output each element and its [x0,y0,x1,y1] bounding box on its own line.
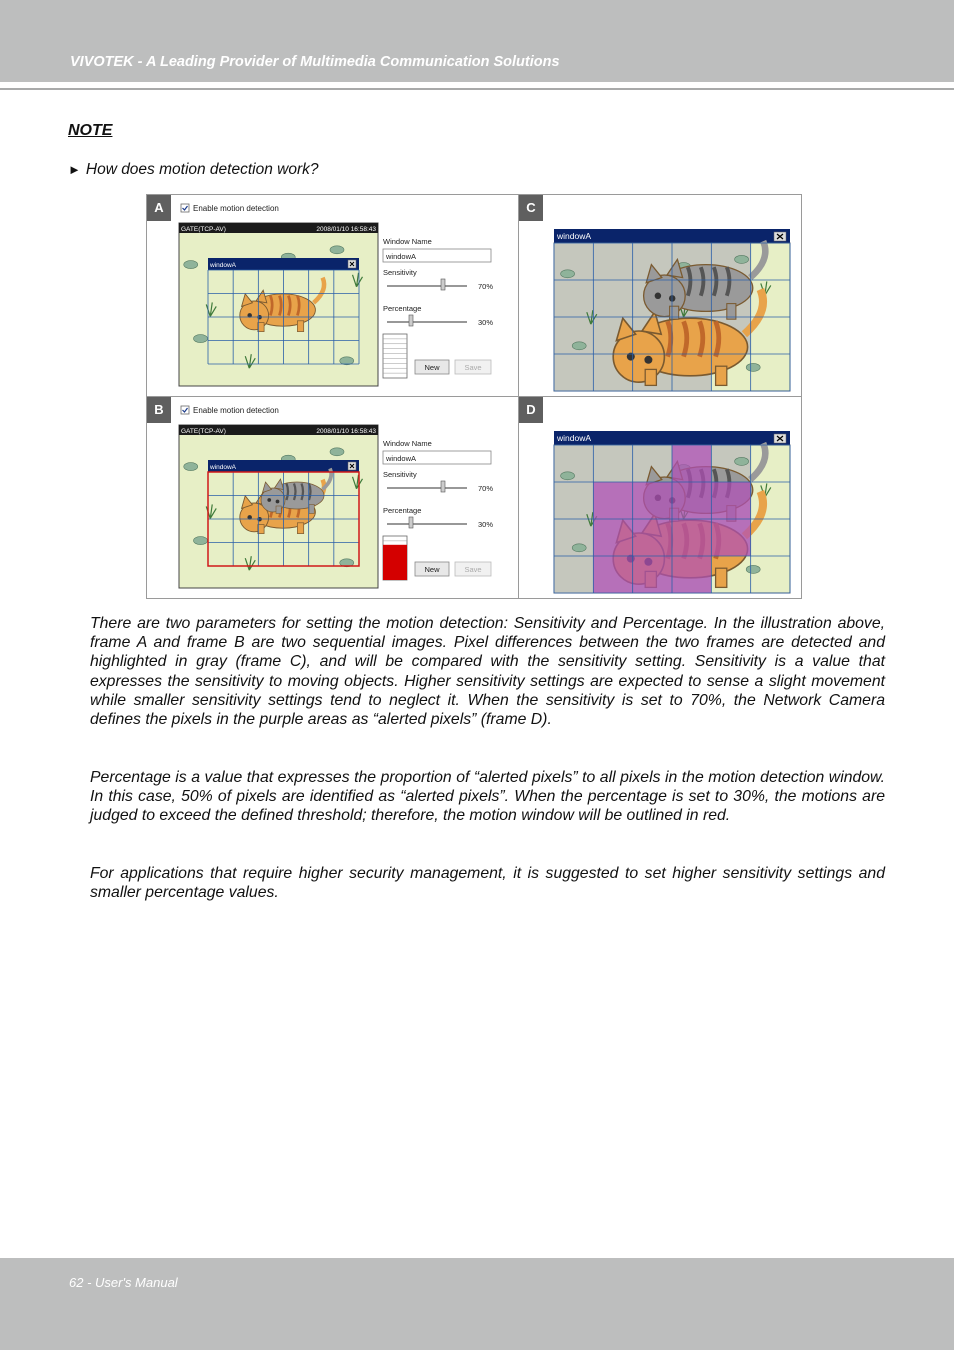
sensitivity-value: 70% [478,282,494,291]
window-caption: windowA [210,262,237,269]
motion-detection-figure [146,194,802,599]
question [68,161,319,179]
alerted-pixel-cell [672,445,711,482]
cat-eye [267,498,271,502]
panel-b-illustration [147,397,518,598]
note-heading: NOTE [68,122,113,139]
cat-leg [716,366,727,385]
cat-leg [645,369,656,385]
footer-band [0,1258,954,1350]
rock [746,363,760,371]
cat-leg [258,323,264,332]
enable-label: Enable motion detection [193,406,279,415]
rock [330,448,344,456]
sensitivity-value: 70% [478,484,494,493]
rock [340,357,354,365]
rock [572,342,586,350]
panel-d-illustration [519,397,801,598]
cat-leg [309,505,314,514]
slider-thumb-icon [441,481,445,492]
alerted-pixel-cell [672,482,711,519]
header-rule [0,88,954,90]
window-name-value: windowA [386,252,417,261]
rock [330,246,344,254]
gray-highlight-cell [554,280,593,317]
zoomed-window [554,229,790,391]
panel-c [519,195,801,396]
gray-highlight-cell [554,482,593,519]
screenshot-frame [179,406,378,588]
figure-divider [147,396,801,397]
rock [194,335,208,343]
window-name-value: windowA [386,454,417,463]
gray-highlight-cell [554,556,593,593]
slider-thumb-icon [409,315,413,326]
gray-highlight-cell [593,280,632,317]
control-panel [383,439,493,580]
save-button-label: Save [464,363,482,372]
screenshot-frame [179,204,378,386]
motion-meter [383,334,407,378]
panel-c-illustration [519,195,801,396]
arrow-icon: ► [68,162,81,177]
sensitivity-label: Sensitivity [383,268,417,277]
panel-tag: A [147,195,171,221]
panel-b [147,397,518,598]
gray-highlight-cell [554,354,593,391]
percentage-label: Percentage [383,304,422,313]
panel-tag: B [147,397,171,423]
slider-thumb-icon [441,279,445,290]
cat-leg [258,525,264,534]
window-caption: windowA [557,433,592,443]
zoomed-window [554,431,790,593]
stream-label: GATE(TCP-AV) [181,428,226,435]
alerted-pixel-cell [672,556,711,593]
slider-thumb-icon [409,517,413,528]
timestamp: 2008/01/10 16:58:43 [316,226,376,233]
rock [561,270,575,278]
new-button-label: New [424,565,440,574]
cat-leg [716,568,727,587]
rock [735,457,749,465]
panel-tag: D [519,397,543,423]
sensitivity-label: Sensitivity [383,470,417,479]
alerted-pixel-cell [593,482,632,519]
percentage-value: 30% [478,318,494,327]
checkbox-checked-icon [181,406,189,414]
alerted-pixel-cell [633,482,672,519]
meter-fill [383,545,407,580]
alerted-pixel-cell [711,519,750,556]
panel-a [147,195,518,396]
cat-eye [655,293,662,300]
gray-highlight-cell [593,243,632,280]
percentage-label: Percentage [383,506,422,515]
cat-eye [644,356,652,364]
paragraph: For applications that require higher security management, it is suggested to set higher sensitivity settings and smaller percentage values. [90,865,885,902]
alerted-pixel-cell [593,556,632,593]
window-name-label: Window Name [383,439,432,448]
alerted-pixel-cell [633,556,672,593]
alerted-pixel-cell [633,519,672,556]
alerted-pixel-cell [711,482,750,519]
window-caption: windowA [557,231,592,241]
rock [746,565,760,573]
alerted-pixel-cell [672,519,711,556]
cat-leg [276,506,281,514]
new-button-label: New [424,363,440,372]
rock [561,472,575,480]
enable-label: Enable motion detection [193,204,279,213]
control-panel [383,237,493,378]
paragraph: There are two parameters for setting the motion detection: Sensitivity and Percentage. In the illustration above, frame A and frame B are two sequential images. Pixel differences between the two frames are detected and highlighted in gray (frame C), and will be compared with the sensitivity setting. Sensitivity is a value that expresses the sensitivity to moving objects. Higher sensitivity settings are expected to sense a slight movement while smaller sensitivity settings tend to neglect it. When the sensitivity is set to 70%, the Network Camera defines the pixels in the purple areas as “alerted pixels” (frame D). [90,615,885,729]
checkbox-checked-icon [181,204,189,212]
panel-a-illustration [147,195,518,396]
window-caption: windowA [210,464,237,471]
stream-label: GATE(TCP-AV) [181,226,226,233]
panel-tag: C [519,195,543,221]
header-title: VIVOTEK - A Leading Provider of Multimedia Communication Solutions [70,54,560,70]
rock [194,537,208,545]
cat-leg [297,523,303,534]
gray-highlight-cell [593,445,632,482]
alerted-pixel-cell [593,519,632,556]
footer-text: 62 - User's Manual [69,1275,178,1290]
cat-leg [297,321,303,332]
timestamp: 2008/01/10 16:58:43 [316,428,376,435]
rock [184,261,198,269]
panel-d [519,397,801,598]
question-text: How does motion detection work? [85,161,319,178]
cat-eye [276,500,280,504]
paragraph: Percentage is a value that expresses the proportion of “alerted pixels” to all pixels in the motion detection window. In this case, 50% of pixels are identified as “alerted pixels”. When the percentage is set to 30%, the motions are judged to exceed the defined threshold; therefore, the motion window will be outlined in red. [90,769,885,825]
rock [572,544,586,552]
rock [735,255,749,263]
window-name-label: Window Name [383,237,432,246]
save-button-label: Save [464,565,482,574]
rock [184,463,198,471]
percentage-value: 30% [478,520,494,529]
